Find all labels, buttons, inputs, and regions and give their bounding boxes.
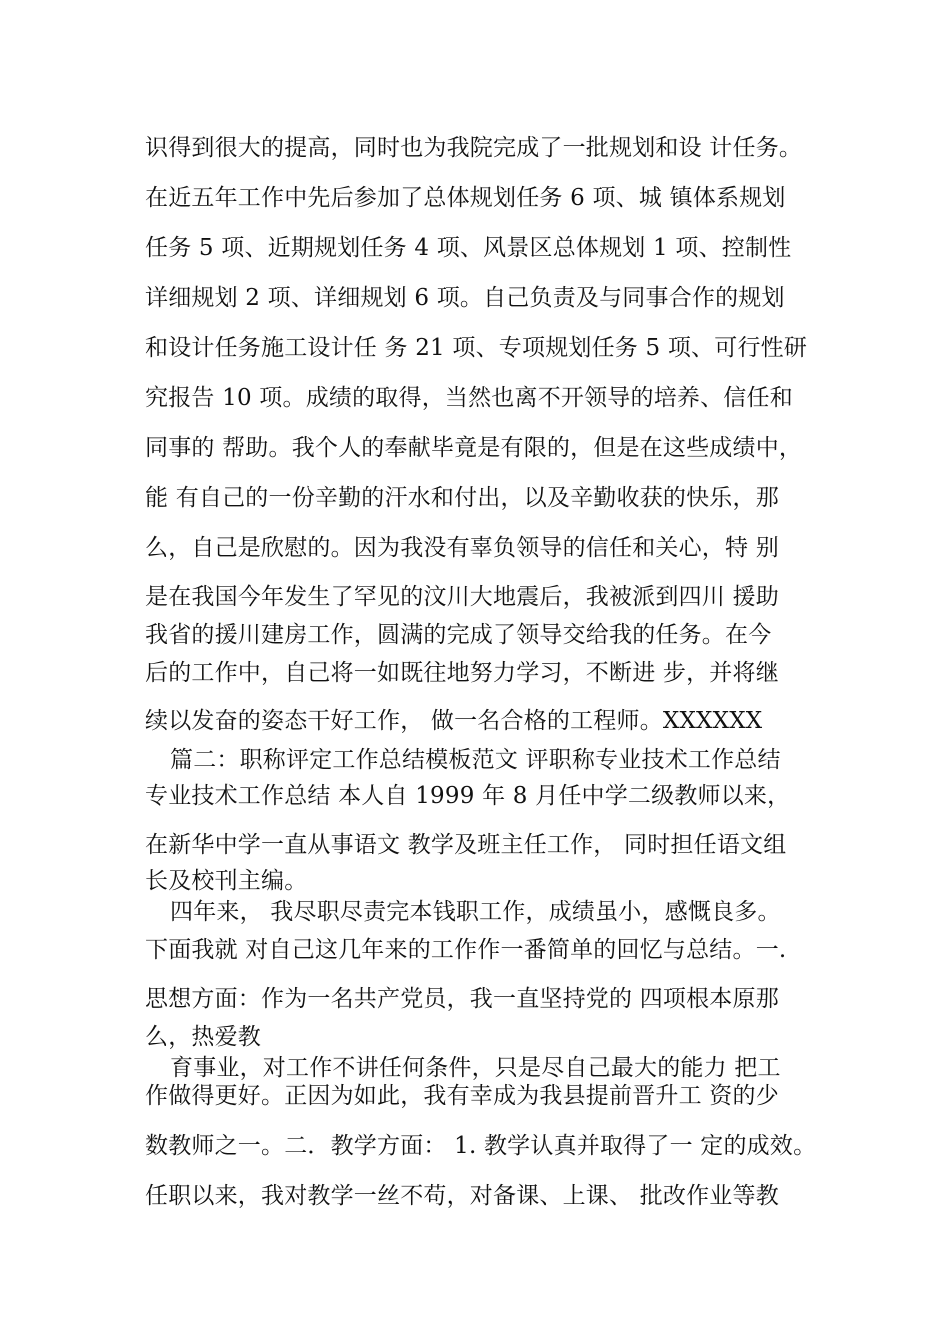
text-line: 在新华中学一直从事语文 教学及班主任工作， 同时担任语文组 [145, 832, 787, 858]
text-line: 和设计任务施工设计任 务 21 项、专项规划任务 5 项、可行性研 [145, 335, 808, 361]
text-line: 思想方面：作为一名共产党员，我一直坚持党的 四项根本原那 [145, 986, 779, 1012]
text-line: 识得到很大的提高，同时也为我院完成了一批规划和设 计任务。 [145, 135, 803, 161]
text-line: 任职以来，我对教学一丝不苟，对备课、上课、 批改作业等教 [145, 1183, 779, 1209]
text-line: 续以发奋的姿态干好工作， 做一名合格的工程师。XXXXXX [145, 708, 763, 734]
text-line: 育事业，对工作不讲任何条件，只是尽自己最大的能力 把工 [170, 1055, 781, 1081]
text-line: 后的工作中，自己将一如既往地努力学习，不断进 步，并将继 [145, 660, 779, 686]
text-line: 下面我就 对自己这几年来的工作作一番简单的回忆与总结。一. [145, 937, 787, 963]
text-line: 在近五年工作中先后参加了总体规划任务 6 项、城 镇体系规划 [145, 185, 786, 211]
text-line: 么，自己是欣慰的。因为我没有辜负领导的信任和关心，特 别 [145, 535, 779, 561]
text-line: 究报告 10 项。成绩的取得，当然也离不开领导的培养、信任和 [145, 385, 793, 411]
text-line: 作做得更好。正因为如此，我有幸成为我县提前晋升工 资的少 [145, 1083, 779, 1109]
text-line: 专业技术工作总结 本人自 1999 年 8 月任中学二级教师以来， [145, 783, 791, 809]
text-line: 长及校刊主编。 [145, 868, 308, 894]
text-line: 任务 5 项、近期规划任务 4 项、风景区总体规划 1 项、控制性 [145, 235, 792, 261]
text-line: 详细规划 2 项、详细规划 6 项。自己负责及与同事合作的规划 [145, 285, 785, 311]
section-heading: 篇二：职称评定工作总结模板范文 评职称专业技术工作总结 [170, 747, 781, 773]
text-line: 么，热爱教 [145, 1024, 261, 1050]
text-line: 数教师之一。二．教学方面： 1. 教学认真并取得了一 定的成效。 [145, 1133, 817, 1159]
text-line: 是在我国今年发生了罕见的汶川大地震后，我被派到四川 援助 [145, 584, 779, 610]
text-line: 能 有自己的一份辛勤的汗水和付出，以及辛勤收获的快乐，那 [145, 485, 779, 511]
text-line: 四年来， 我尽职尽责完本钱职工作，成绩虽小，感慨良多。 [170, 899, 781, 925]
text-line: 我省的援川建房工作，圆满的完成了领导交给我的任务。在今 [145, 622, 772, 648]
text-line: 同事的 帮助。我个人的奉献毕竟是有限的，但是在这些成绩中， [145, 435, 803, 461]
